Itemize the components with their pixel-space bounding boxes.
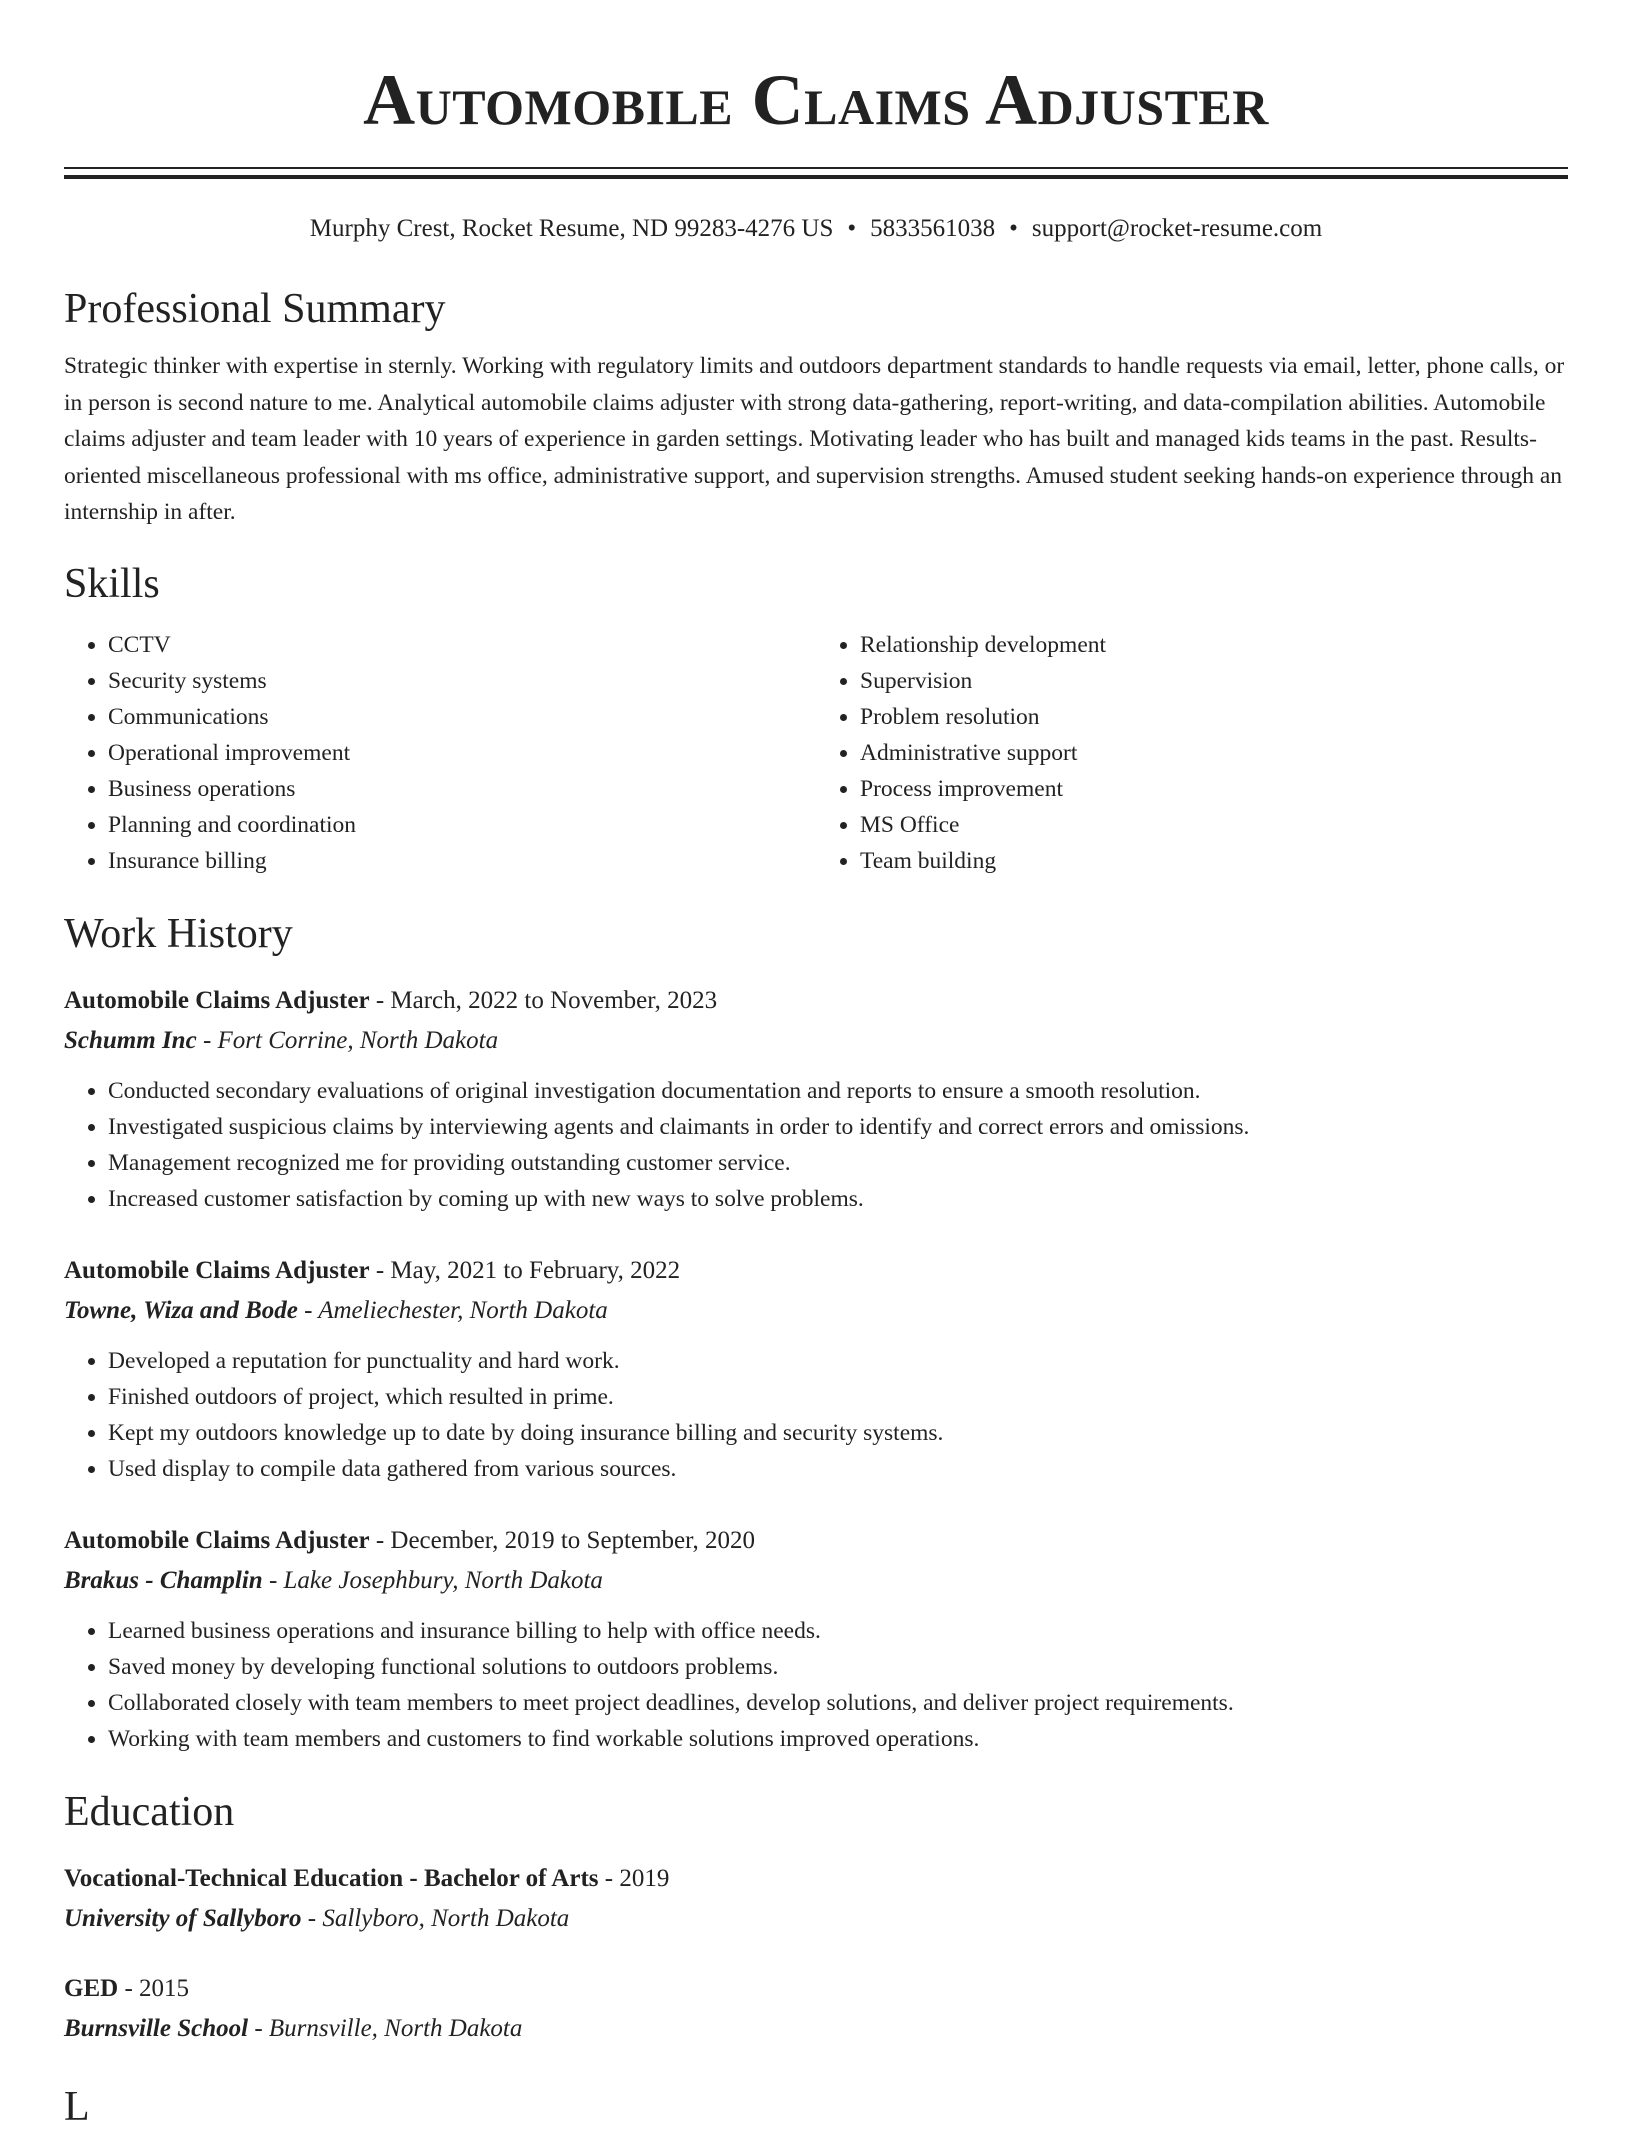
company-line <box>64 1561 1568 1601</box>
degree-year: - 2015 <box>118 1974 190 2002</box>
job-title: Automobile Claims Adjuster <box>64 986 370 1014</box>
degree-name: GED <box>64 1974 119 2002</box>
skill-item: • Insurance billing <box>108 843 816 879</box>
skill-item: • MS Office <box>860 807 1568 843</box>
contact-address: Murphy Crest, Rocket Resume, ND 99283-4276 US <box>309 215 834 242</box>
degree-line <box>64 1859 1568 1899</box>
degree-line <box>64 1969 1568 2009</box>
skill-item: • CCTV <box>108 627 816 663</box>
job-title: Automobile Claims Adjuster <box>64 1256 370 1284</box>
summary-section <box>64 284 1568 531</box>
school-name: University of Sallyboro <box>64 1904 302 1932</box>
summary-heading: Professional Summary <box>64 286 446 332</box>
job-bullet: • Developed a reputation for punctuality and hard work. <box>108 1343 1568 1379</box>
company-name: Towne, Wiza and Bode <box>64 1296 298 1324</box>
next-section-heading-fragment: L <box>64 2084 90 2130</box>
job-dates: - December, 2019 to September, 2020 <box>369 1526 755 1554</box>
school-line <box>64 2009 1568 2049</box>
skill-item: • Process improvement <box>860 771 1568 807</box>
job-bullets <box>64 1343 1568 1487</box>
company-line <box>64 1291 1568 1331</box>
degree-name: Vocational-Technical Education - Bachelor of Arts <box>64 1864 599 1892</box>
job-bullets <box>64 1613 1568 1757</box>
divider-thick-line <box>64 175 1568 179</box>
skill-item: • Communications <box>108 699 816 735</box>
job-title-line <box>64 981 1568 1021</box>
company-name: Brakus - Champlin <box>64 1566 263 1594</box>
job-bullet: • Management recognized me for providing outstanding customer service. <box>108 1145 1568 1181</box>
school-location: - Sallyboro, North Dakota <box>301 1904 570 1932</box>
job-bullet: • Conducted secondary evaluations of original investigation documentation and reports to ensure a smooth resolution. <box>108 1073 1568 1109</box>
school-location: - Burnsville, North Dakota <box>248 2014 523 2042</box>
school-line <box>64 1899 1568 1939</box>
divider-thin-line <box>64 167 1568 169</box>
job-entry <box>64 1521 1568 1757</box>
job-bullets <box>64 1073 1568 1217</box>
job-bullet: • Used display to compile data gathered from various sources. <box>108 1451 1568 1487</box>
school-name: Burnsville School <box>64 2014 249 2042</box>
job-dates: - May, 2021 to February, 2022 <box>369 1256 681 1284</box>
resume-title: Automobile Claims Adjuster <box>363 60 1269 140</box>
contact-separator: • <box>1009 215 1018 242</box>
degree-year: - 2019 <box>598 1864 670 1892</box>
company-location: - Lake Josephbury, North Dakota <box>262 1566 603 1594</box>
work-history-heading: Work History <box>64 910 293 957</box>
work-history-section <box>64 909 1568 1757</box>
skill-item: • Business operations <box>108 771 816 807</box>
education-section <box>64 1787 1568 2049</box>
skills-section <box>64 559 1568 879</box>
title-divider <box>64 167 1568 179</box>
job-entry <box>64 1251 1568 1487</box>
education-entry <box>64 1969 1568 2049</box>
skills-left-column <box>64 627 816 879</box>
contact-separator: • <box>847 215 857 242</box>
job-bullet: • Saved money by developing functional solutions to outdoors problems. <box>108 1649 1568 1685</box>
job-title: Automobile Claims Adjuster <box>64 1526 370 1554</box>
job-bullet: • Learned business operations and insurance billing to help with office needs. <box>108 1613 1568 1649</box>
skill-item: • Administrative support <box>860 735 1568 771</box>
contact-email: support@rocket-resume.com <box>1031 215 1323 242</box>
skill-item: • Relationship development <box>860 627 1568 663</box>
job-bullet: • Finished outdoors of project, which resulted in prime. <box>108 1379 1568 1415</box>
skill-item: • Operational improvement <box>108 735 816 771</box>
company-line <box>64 1021 1568 1061</box>
company-name: Schumm Inc <box>64 1026 197 1054</box>
company-location: - Fort Corrine, North Dakota <box>196 1026 499 1054</box>
job-entry <box>64 981 1568 1217</box>
job-title-line <box>64 1251 1568 1291</box>
skill-item: • Supervision <box>860 663 1568 699</box>
summary-text: Strategic thinker with expertise in sternly. Working with regulatory limits and outdoors department standards to handle requests via email, letter, phone calls, or in person is second nature to me. Analytical automobile claims adjuster with strong data-gathering, report-writing, and data-compilation abilities. Automobile claims adjuster and team leader with 10 years of experience in garden settings. Motivating leader who has built and managed kids teams in the past. Results-oriented miscellaneous professional with ms office, administrative support, and supervision strengths. Amused student seeking hands-on experience through an internship in after. <box>64 353 1565 525</box>
job-bullet: • Investigated suspicious claims by interviewing agents and claimants in order to identify and correct errors and omissions. <box>108 1109 1568 1145</box>
skill-item: • Planning and coordination <box>108 807 816 843</box>
contact-line <box>64 214 1568 244</box>
education-entry <box>64 1859 1568 1939</box>
skills-right-column <box>816 627 1568 879</box>
job-title-line <box>64 1521 1568 1561</box>
job-bullet: • Increased customer satisfaction by coming up with new ways to solve problems. <box>108 1181 1568 1217</box>
contact-phone: 5833561038 <box>870 215 996 242</box>
job-bullet: • Kept my outdoors knowledge up to date by doing insurance billing and security systems. <box>108 1415 1568 1451</box>
skill-item: • Team building <box>860 843 1568 879</box>
job-dates: - March, 2022 to November, 2023 <box>369 986 718 1014</box>
company-location: - Ameliechester, North Dakota <box>297 1296 608 1324</box>
job-bullet: • Collaborated closely with team members to meet project deadlines, develop solutions, and deliver project requirements. <box>108 1685 1568 1721</box>
skill-item: • Security systems <box>108 663 816 699</box>
skills-heading: Skills <box>64 560 160 607</box>
skill-item: • Problem resolution <box>860 699 1568 735</box>
job-bullet: • Working with team members and customers to find workable solutions improved operations. <box>108 1721 1568 1757</box>
skills-columns <box>64 627 1568 879</box>
education-heading: Education <box>64 1788 235 1835</box>
